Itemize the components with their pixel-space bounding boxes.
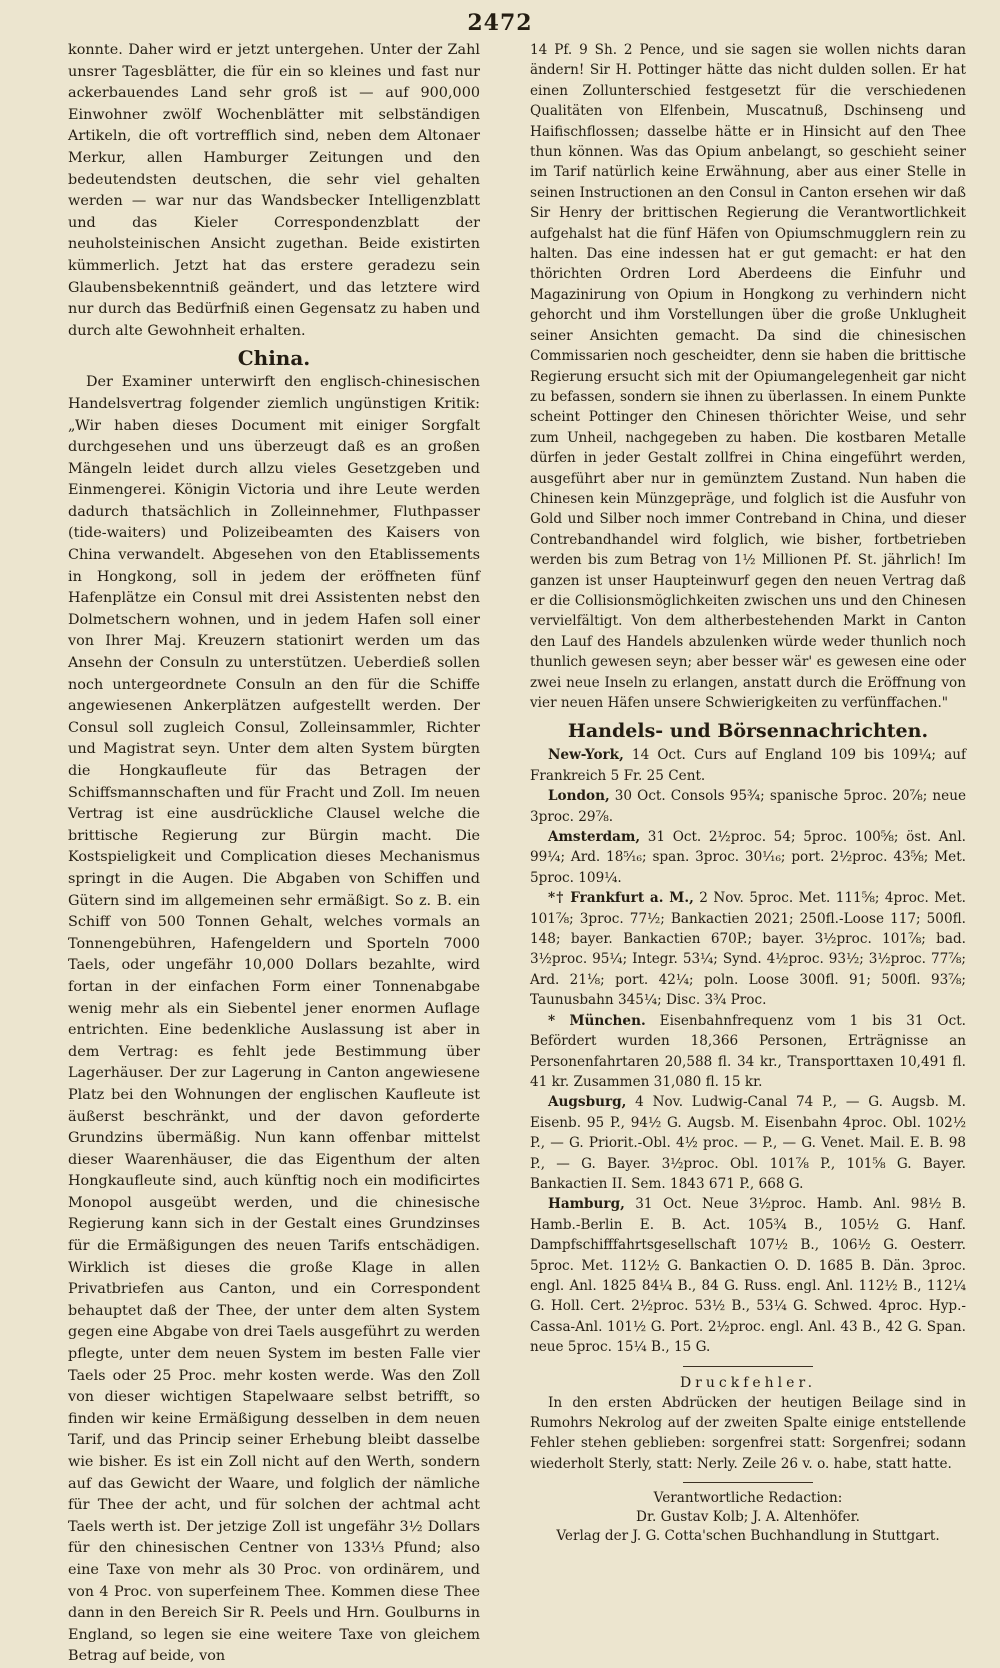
market-text: 14 Oct. Curs auf England 109 bis 109¼; auf Frankreich 5 Fr. 25 Cent. [530,747,966,784]
divider [683,1482,813,1483]
imprint-editors: Dr. Gustav Kolb; J. A. Altenhöfer. [636,1509,860,1526]
left-column [68,40,480,1668]
market-place: Amsterdam, [548,829,641,846]
market-entry [530,1194,966,1357]
market-place: Augsburg, [548,1094,627,1111]
article-paragraph: konnte. Daher wird er jetzt untergehen. Unter der Zahl unsrer Tagesblätter, die für ein so kleines und fast nur ackerbauendes Land sehr groß ist — auf 900,000 Einwohner zwölf Wochenblätter mit selbständigen Artikeln, die oft vortrefflich sind, neben dem Altonaer Merkur, allen Hamburger Zeitungen und den bedeutendsten deutschen, die sehr viel gehalten werden — war nur das Wandsbecker Intelligenzblatt und das Kieler Correspondenzblatt der neuholsteinischen Ansicht zugethan. Beide existirten kümmerlich. Jetzt hat das erstere geradezu sein Glaubensbekenntniß geändert, und das letztere wird nur durch das Bedürfniß einen Gegensatz zu haben und durch alte Gewohnheit erhalten. [68,42,480,339]
market-entry [530,888,966,1010]
market-text: Eisenbahnfrequenz vom 1 bis 31 Oct. Befördert wurden 18,366 Personen, Erträgnisse an Personenfahrtaren 20,588 fl. 34 kr., Transporttaxen 10,491 fl. 41 kr. Zusammen 31,080 fl. 15 kr. [530,1012,966,1090]
section-heading-china: China. [237,346,311,371]
article-paragraph: 14 Pf. 9 Sh. 2 Pence, und sie sagen sie wollen nichts daran ändern! Sir H. Pottinger hätte das nicht dulden sollen. Er hat einen Zollunterschied festgesetzt für die verschiedenen Qualitäten von Elfenbein, Muscatnuß, Dschinseng und Haifischflossen; dasselbe hätte er in Hinsicht auf den Thee thun können. Was das Opium anbelangt, so geschieht seiner im Tarif natürlich keine Erwähnung, aber aus einer Stelle in seinen Instructionen an den Consul in Canton ersehen wir daß Sir Henry der brittischen Regierung die Verantwortlichkeit aufgehalst hat die fünf Häfen von Opiumschmugglern rein zu halten. Das eine indessen hat er gut gemacht: er hat den thörichten Ordren Lord Aberdeens die Einfuhr und Magazinirung von Opium in Hongkong zu verhindern nicht gehorcht und ihm Vorstellungen über die große Unklugheit seiner Ansichten gemacht. Da sind die chinesischen Commissarien noch gescheidter, denn sie haben die brittische Regierung ersucht sich mit der Opiumangelegenheit gar nicht zu befassen, sondern sie ihnen zu überlassen. In einem Punkte scheint Pottinger den Chinesen thörichter Weise, und sehr zum Unheil, nachgegeben zu haben. Die kostbaren Metalle dürfen in jeder Gestalt zollfrei in China eingeführt werden, ausgeführt aber nur in gemünztem Zustand. Nun haben die Chinesen kein Münzgepräge, und folglich ist die Ausfuhr von Gold und Silber noch immer Contreband in China, und dieser Contrebandhandel wird folglich, wie bisher, fortbetrieben werden bis zum Betrag von 1½ Millionen Pf. St. jährlich! Im ganzen ist unser Haupteinwurf gegen den neuen Vertrag daß er die Collisionsmöglichkeiten zwischen uns und den Chinesen vervielfältigt. Von dem altherbestehenden Markt in Canton den Lauf des Handels abzulenken würde weder thunlich noch thunlich gewesen seyn; aber besser wär' es gewesen eine oder zwei neue Inseln zu erlangen, anstatt durch die Eröffnung von vier neuen Häfen unsere Schwierigkeiten zu verfünffachen." [530,42,966,711]
market-text: 4 Nov. Ludwig-Canal 74 P., — G. Augsb. M. Eisenb. 95 P., 94½ G. Augsb. M. Eisenbahn 4proc. Obl. 102½ P., — G. Priorit.-Obl. 4½ proc. — P., — G. Venet. Mail. E. B. 98 P., — G. Bayer. 3½proc. Obl. 101⅞ P., 101⅝ G. Bayer. Bankactien II. Sem. 1843 671 P., 668 G. [530,1094,966,1192]
market-entry [530,786,966,827]
market-entry [530,827,966,888]
market-place: Hamburg, [548,1196,625,1213]
errata-text: In den ersten Abdrücken der heutigen Beilage sind in Rumohrs Nekrolog auf der zweiten Spalte einige entstellende Fehler stehen geblieben: sorgenfrei statt: Sorgenfrei; sodann wiederholt Sterly, statt: Nerly. Zeile 26 v. o. habe, statt hatte. [530,1394,966,1472]
market-text: 30 Oct. Consols 95¾; spanische 5proc. 20⅞; neue 3proc. 29⅞. [530,788,966,825]
section-heading-markets: Handels- und Börsennachrichten. [567,720,929,743]
market-entry [530,1011,966,1093]
right-column [530,40,966,1546]
market-text: 2 Nov. 5proc. Met. 111⅝; 4proc. Met. 101⅞; 3proc. 77½; Bankactien 2021; 250fl.-Loose 117; 500fl. 148; bayer. Bankactien 670P.; bayer. 3½proc. 101⅞; bad. 3½proc. 95¼; Integr. 53¼; Synd. 4½proc. 93½; 3½proc. 77⅞; Ard. 21⅛; port. 42¼; poln. Loose 300fl. 91; 500fl. 93⅞; Taunusbahn 345¼; Disc. 3¾ Proc. [530,890,967,1009]
imprint-label: Verantwortliche Redaction: [653,1490,843,1507]
market-text: 31 Oct. 2½proc. 54; 5proc. 100⅝; öst. Anl. 99¼; Ard. 18⁵⁄₁₆; span. 3proc. 30¹⁄₁₆; port. 2½proc. 43⅝; Met. 5proc. 109¼. [530,829,966,886]
market-entry [530,1092,966,1194]
article-paragraph: Der Examiner unterwirft den englisch-chinesischen Handelsvertrag folgender ziemlich ungünstigen Kritik: „Wir haben dieses Document mit einiger Sorgfalt durchgesehen und uns überzeugt daß es an großen Mängeln leidet durch allzu vieles Gesetzgeben und Einmengerei. Königin Victoria und ihre Leute werden dadurch thatsächlich in Zolleinnehmer, Fluthpasser (tide-waiters) und Polizeibeamten des Kaisers von China verwandelt. Abgesehen von den Etablissements in Hongkong, soll in jedem der eröffneten fünf Hafenplätze ein Consul mit drei Assistenten nebst den Dolmetschern wohnen, und in jedem Hafen soll einer von Ihrer Maj. Kreuzern stationirt werden um das Ansehn der Consuln zu unterstützen. Ueberdieß sollen noch untergeordnete Consuln an den für die Schiffe angewiesenen Ankerplätzen aufgestellt werden. Der Consul soll zugleich Consul, Zolleinsammler, Richter und Magistrat seyn. Unter dem alten System bürgten die Hongkaufleute für das Betragen der Schiffsmannschaften und für Fracht und Zoll. Im neuen Vertrag ist eine ausdrückliche Clausel welche die brittische Regierung zur Bürgin macht. Die Kostspieligkeit und Complication dieses Mechanismus springt in die Augen. Die Abgaben von Schiffen und Gütern sind im allgemeinen sehr ermäßigt. So z. B. ein Schiff von 500 Tonnen Gehalt, welches vormals an Tonnengebühren, Hafengeldern und Sporteln 7000 Taels, oder ungefähr 10,000 Dollars bezahlte, wird fortan in der einfachen Form einer Tonnenabgabe wenig mehr als ein Siebentel jener enormen Auflage entrichten. Eine bedenkliche Auslassung ist aber in dem Vertrag: es fehlt jede Bestimmung über Lagerhäuser. Der zur Lagerung in Canton angewiesene Platz bei den Wohnungen der englischen Kaufleute ist äußerst beschränkt, und der davon geforderte Grundzins übermäßig. Nun kann offenbar mittelst dieser Waarenhäuser, die das Eigenthum der alten Hongkaufleute sind, auch künftig noch ein modificirtes Monopol ausgeübt werden, und die chinesische Regierung kann sich in der Gestalt eines Grundzinses für die Ermäßigungen des neuen Tarifs entschädigen. Wirklich ist dieses die große Klage in allen Privatbriefen aus Canton, und ein Correspondent behauptet daß der Thee, der unter dem alten System gegen eine Abgabe von drei Taels ausgeführt zu werden pflegte, unter dem neuen System im besten Falle vier Taels oder 25 Proc. mehr kosten werde. Was den Zoll von dieser wichtigen Stapelwaare selbst betrifft, so finden wir keine Ermäßigung desselben in dem neuen Tarif, und das Princip seiner Erhebung bleibt dasselbe wie bisher. Es ist ein Zoll nicht auf den Werth, sondern auf das Gewicht der Waare, und folglich der nämliche für Thee der acht, und für solchen der achtmal acht Taels werth ist. Der jetzige Zoll ist ungefähr 3½ Dollars für den chinesischen Centner von 133⅓ Pfund; also eine Taxe von mehr als 30 Proc. von ordinärem, und von 4 Proc. von superfeinem Thee. Kommen diese Thee dann in den Bereich Sir R. Peels und Hrn. Goulburns in England, so legen sie eine weitere Taxe von gleichem Betrag auf beide, von [68,374,480,1665]
imprint-publisher: Verlag der J. G. Cotta'schen Buchhandlung in Stuttgart. [556,1528,940,1545]
market-place: *† Frankfurt a. M., [548,890,694,907]
errata-heading: Druckfehler. [679,1374,817,1391]
market-place: London, [548,788,610,805]
page-number: 2472 [467,10,533,36]
market-place: New-York, [548,747,624,764]
divider [683,1366,813,1367]
market-place: * München. [548,1012,646,1029]
market-entry [530,745,966,786]
market-text: 31 Oct. Neue 3½proc. Hamb. Anl. 98½ B. Hamb.-Berlin E. B. Act. 105¾ B., 105½ G. Hanf. Dampfschifffahrtsgesellschaft 107½ B., 106½ G. Oesterr. 5proc. Met. 112½ G. Bankactien O. D. 1685 B. Dän. 3proc. engl. Anl. 1825 84¼ B., 84 G. Russ. engl. Anl. 112½ B., 112¼ G. Holl. Cert. 2½proc. 53½ B., 53¼ G. Schwed. 4proc. Hyp.-Cassa-Anl. 101½ G. Port. 2½proc. engl. Anl. 43 B., 42 G. Span. neue 5proc. 15¼ B., 15 G. [530,1196,966,1356]
